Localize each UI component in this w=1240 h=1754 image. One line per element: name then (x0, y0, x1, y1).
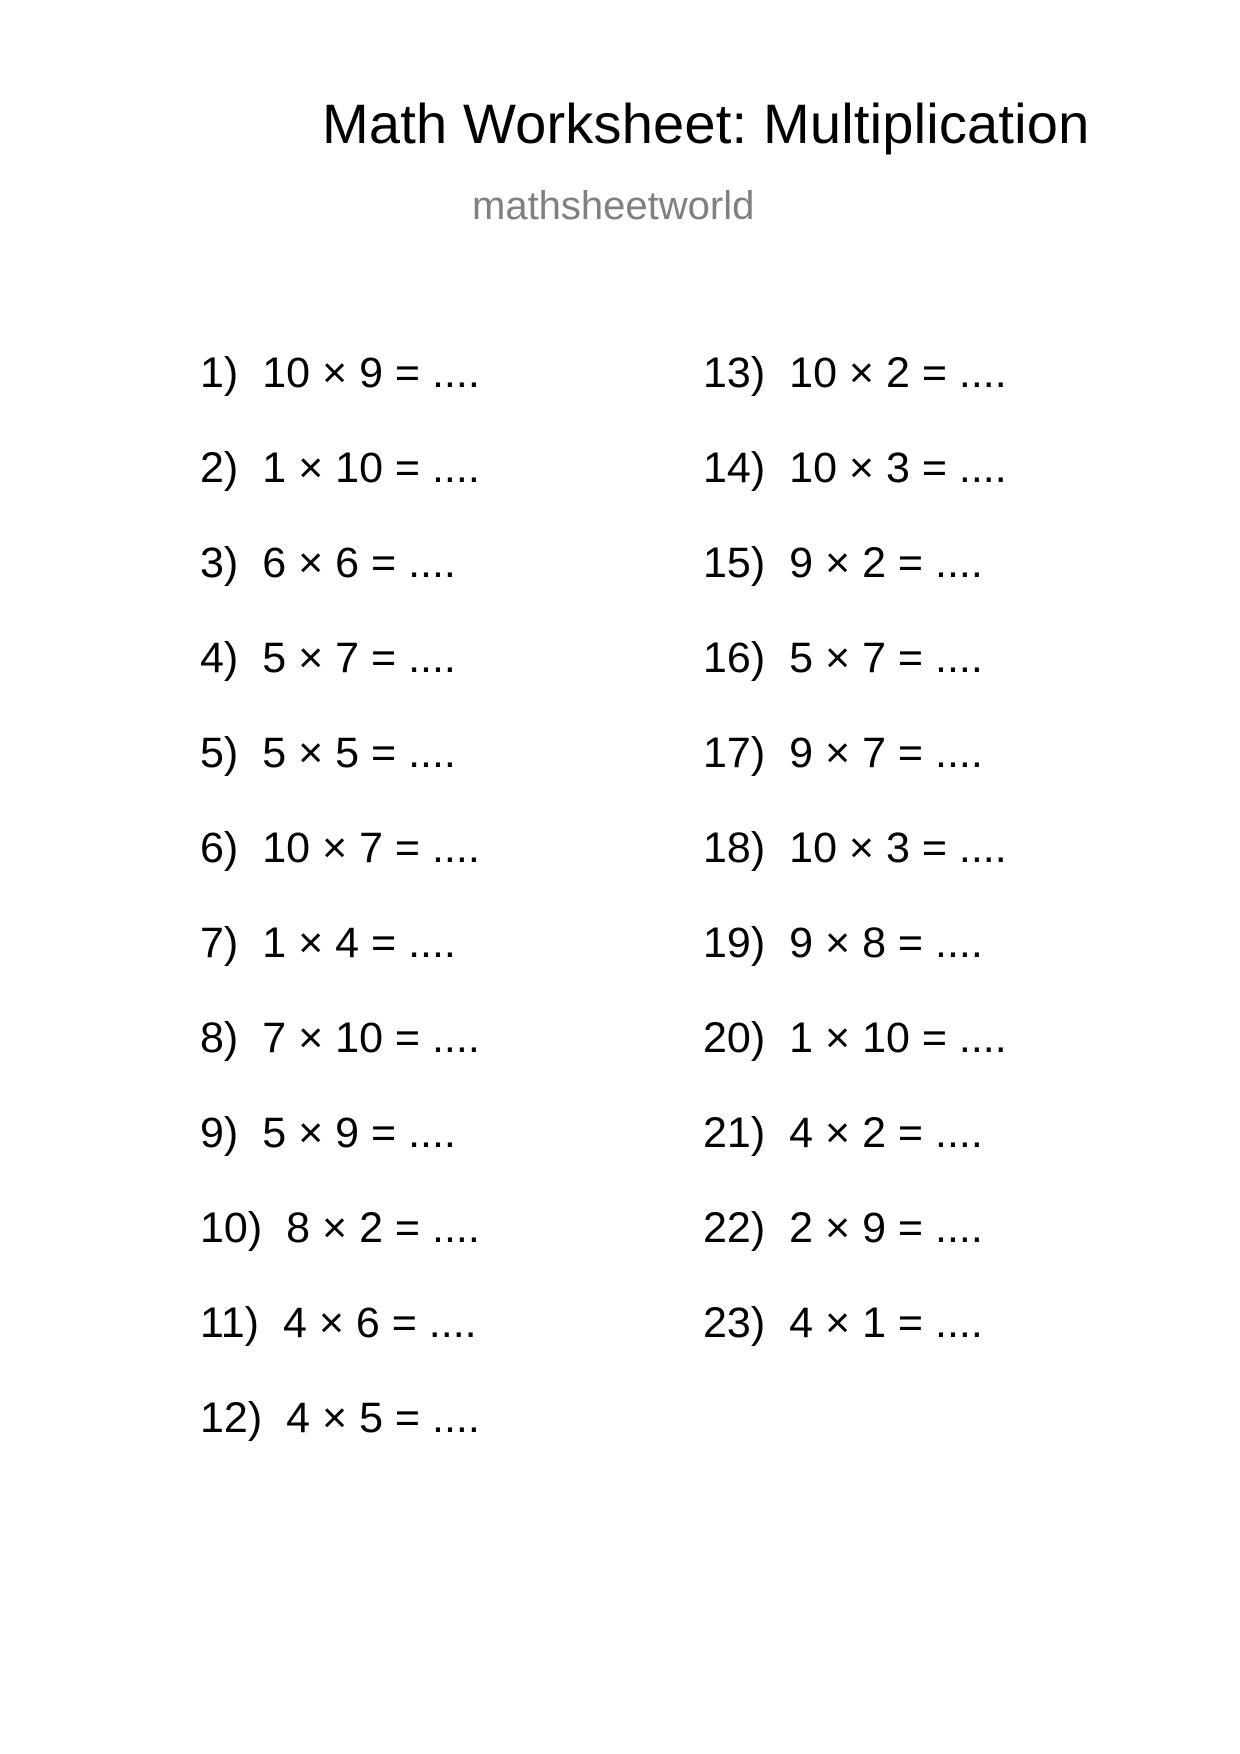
problem-number: 20) (703, 1014, 766, 1062)
problem-item (200, 634, 480, 732)
problem-item (703, 1204, 1007, 1302)
problem-expression: 8 × 2 = .... (286, 1204, 480, 1252)
problem-number: 13) (703, 349, 766, 397)
problem-number: 7) (200, 919, 239, 967)
problem-item (200, 349, 480, 447)
problem-item (703, 729, 1007, 827)
problem-number: 4) (200, 634, 239, 682)
problem-number: 17) (703, 729, 766, 777)
problem-expression: 10 × 2 = .... (789, 349, 1007, 397)
problem-item (703, 1014, 1007, 1112)
problem-number: 19) (703, 919, 766, 967)
problem-item (703, 634, 1007, 732)
problem-expression: 9 × 7 = .... (789, 729, 983, 777)
problem-expression: 5 × 5 = .... (262, 729, 456, 777)
worksheet-title: Math Worksheet: Multiplication (322, 92, 1090, 155)
problem-number: 8) (200, 1014, 239, 1062)
problem-expression: 10 × 7 = .... (262, 824, 480, 872)
problem-number: 10) (200, 1204, 263, 1252)
problem-item (703, 349, 1007, 447)
problem-expression: 1 × 10 = .... (789, 1014, 1007, 1062)
right-problem-column (703, 349, 1007, 1397)
problem-number: 2) (200, 444, 239, 492)
problem-expression: 10 × 3 = .... (789, 824, 1007, 872)
problem-number: 23) (703, 1299, 766, 1347)
problem-expression: 5 × 7 = .... (262, 634, 456, 682)
problem-item (200, 1299, 480, 1397)
problem-item (200, 729, 480, 827)
problem-number: 6) (200, 824, 239, 872)
problem-expression: 4 × 2 = .... (789, 1109, 983, 1157)
problem-expression: 1 × 10 = .... (262, 444, 480, 492)
problem-expression: 7 × 10 = .... (262, 1014, 480, 1062)
problem-item (703, 919, 1007, 1017)
problem-number: 21) (703, 1109, 766, 1157)
problem-number: 9) (200, 1109, 239, 1157)
problem-number: 14) (703, 444, 766, 492)
problem-item (200, 1109, 480, 1207)
problem-expression: 9 × 8 = .... (789, 919, 983, 967)
problem-item (200, 539, 480, 637)
problem-item (703, 824, 1007, 922)
problem-number: 3) (200, 539, 239, 587)
problem-item (200, 1014, 480, 1112)
problem-number: 11) (200, 1299, 259, 1347)
problem-number: 15) (703, 539, 766, 587)
problem-number: 1) (200, 349, 239, 397)
worksheet-subtitle: mathsheetworld (472, 184, 755, 228)
problem-expression: 5 × 7 = .... (789, 634, 983, 682)
problem-expression: 6 × 6 = .... (262, 539, 456, 587)
problem-item (703, 1109, 1007, 1207)
problem-expression: 2 × 9 = .... (789, 1204, 983, 1252)
problem-expression: 9 × 2 = .... (789, 539, 983, 587)
problem-expression: 10 × 3 = .... (789, 444, 1007, 492)
problem-item (703, 539, 1007, 637)
problem-item (703, 444, 1007, 542)
problem-expression: 4 × 5 = .... (286, 1394, 480, 1442)
left-problem-column (200, 349, 480, 1492)
problem-number: 16) (703, 634, 766, 682)
problem-number: 18) (703, 824, 766, 872)
problem-item (200, 919, 480, 1017)
problem-item (200, 444, 480, 542)
problem-number: 5) (200, 729, 239, 777)
problem-number: 22) (703, 1204, 766, 1252)
problem-item (703, 1299, 1007, 1397)
problem-expression: 4 × 1 = .... (789, 1299, 983, 1347)
problem-expression: 10 × 9 = .... (262, 349, 480, 397)
problem-expression: 5 × 9 = .... (262, 1109, 456, 1157)
problem-item (200, 1204, 480, 1302)
problem-expression: 1 × 4 = .... (262, 919, 456, 967)
problem-item (200, 824, 480, 922)
problem-item (200, 1394, 480, 1492)
problem-number: 12) (200, 1394, 263, 1442)
problem-expression: 4 × 6 = .... (282, 1299, 477, 1347)
